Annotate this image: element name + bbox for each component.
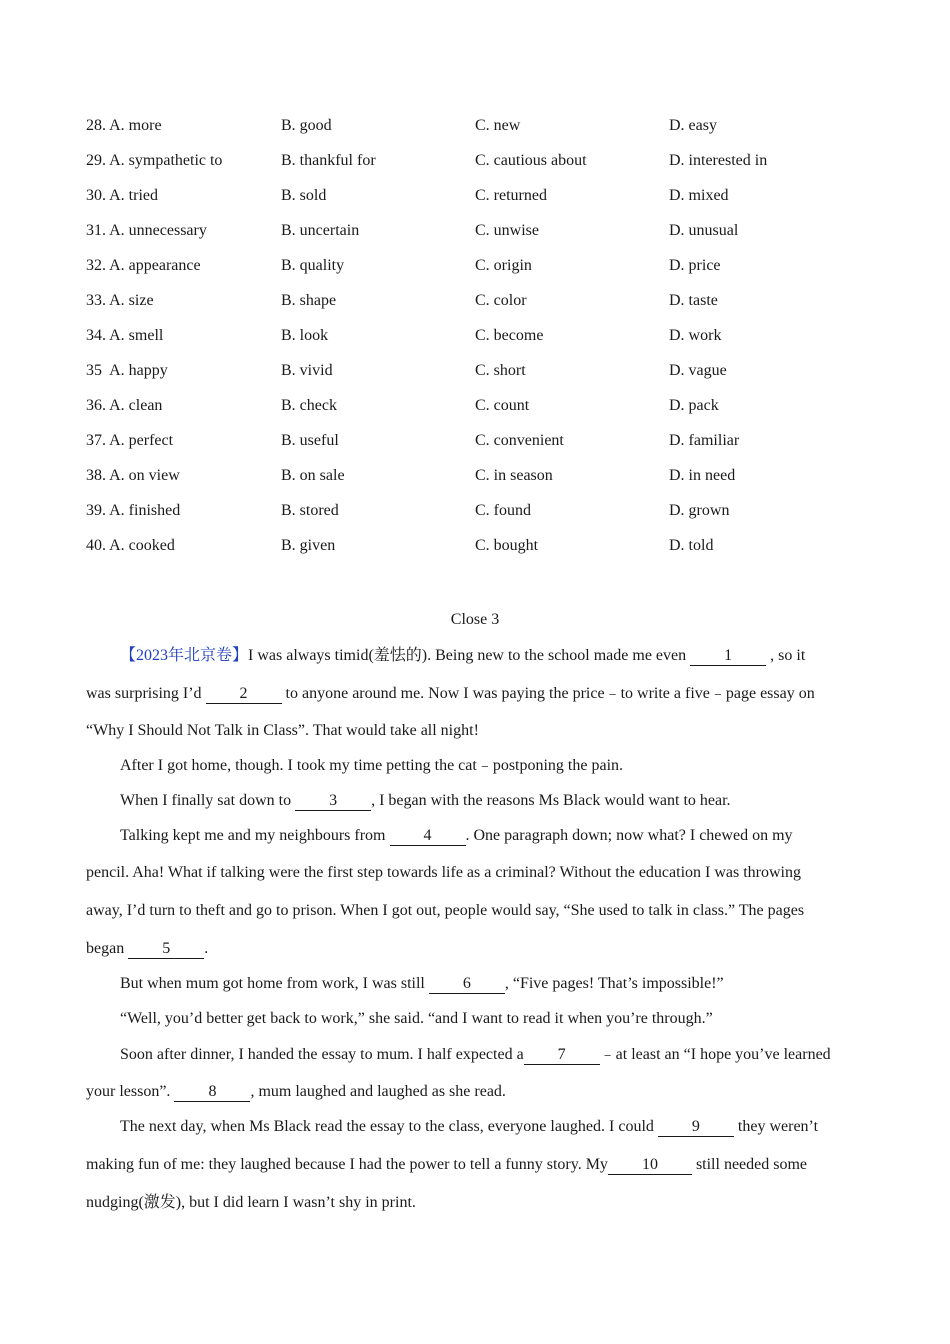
passage-line: nudging(激发), but I did learn I wasn’t shy in print. bbox=[86, 1194, 416, 1211]
option-a: 40. A. cooked bbox=[86, 537, 175, 554]
passage-line: Talking kept me and my neighbours from 4 . One paragraph down; now what? I chewed on my bbox=[120, 827, 793, 844]
blank-3: 3 bbox=[295, 792, 371, 811]
option-c: C. color bbox=[475, 292, 527, 309]
option-row-32 bbox=[86, 254, 886, 289]
option-d: D. mixed bbox=[669, 187, 729, 204]
option-d: D. vague bbox=[669, 362, 727, 379]
option-c: C. unwise bbox=[475, 222, 539, 239]
option-a: 29. A. sympathetic to bbox=[86, 152, 223, 169]
option-row-28 bbox=[86, 114, 886, 149]
option-d: D. price bbox=[669, 257, 721, 274]
option-c: C. become bbox=[475, 327, 544, 344]
option-a: 37. A. perfect bbox=[86, 432, 174, 449]
option-a: 30. A. tried bbox=[86, 187, 158, 204]
option-d: D. in need bbox=[669, 467, 736, 484]
option-a: 33. A. size bbox=[86, 292, 154, 309]
option-c: C. convenient bbox=[475, 432, 564, 449]
option-b: B. useful bbox=[281, 432, 339, 449]
option-b: B. quality bbox=[281, 257, 345, 274]
option-row-35 bbox=[86, 359, 886, 394]
option-row-34 bbox=[86, 324, 886, 359]
passage-line: was surprising I’d 2 to anyone around me. Now I was paying the price﹣to write a five﹣page essay on bbox=[86, 685, 815, 702]
option-b: B. look bbox=[281, 327, 329, 344]
option-row-37 bbox=[86, 429, 886, 464]
option-b: B. sold bbox=[281, 187, 327, 204]
option-b: B. uncertain bbox=[281, 222, 360, 239]
passage-line: After I got home, though. I took my time petting the cat﹣postponing the pain. bbox=[120, 757, 624, 774]
passage-line: When I finally sat down to 3 , I began with the reasons Ms Black would want to hear. bbox=[120, 792, 731, 809]
option-b: B. given bbox=[281, 537, 336, 554]
option-c: C. cautious about bbox=[475, 152, 587, 169]
option-a: 36. A. clean bbox=[86, 397, 163, 414]
section-title: Close 3 bbox=[450, 611, 500, 628]
option-b: B. shape bbox=[281, 292, 337, 309]
option-row-31 bbox=[86, 219, 886, 254]
option-c: C. origin bbox=[475, 257, 532, 274]
blank-1: 1 bbox=[690, 647, 766, 666]
option-d: D. told bbox=[669, 537, 714, 554]
option-d: D. taste bbox=[669, 292, 718, 309]
cloze-passage bbox=[86, 640, 866, 1211]
option-d: D. familiar bbox=[669, 432, 740, 449]
blank-9: 9 bbox=[658, 1118, 734, 1137]
option-c: C. bought bbox=[475, 537, 539, 554]
option-d: D. work bbox=[669, 327, 722, 344]
passage-line: your lesson”. 8 , mum laughed and laughed as she read. bbox=[86, 1083, 506, 1100]
passage-line: pencil. Aha! What if talking were the first step towards life as a criminal? Without the education I was throwing bbox=[86, 864, 801, 881]
option-c: C. found bbox=[475, 502, 531, 519]
option-a: 34. A. smell bbox=[86, 327, 164, 344]
option-row-39 bbox=[86, 499, 886, 534]
passage-line: Soon after dinner, I handed the essay to mum. I half expected a 7 ﹣at least an “I hope you’ve learned bbox=[120, 1046, 831, 1063]
option-a: 35 A. happy bbox=[86, 362, 168, 379]
blank-4: 4 bbox=[390, 827, 466, 846]
option-c: C. returned bbox=[475, 187, 547, 204]
option-c: C. in season bbox=[475, 467, 553, 484]
passage-line: “Well, you’d better get back to work,” she said. “and I want to read it when you’re through.” bbox=[120, 1010, 713, 1027]
option-a: 38. A. on view bbox=[86, 467, 180, 484]
passage-line: making fun of me: they laughed because I had the power to tell a funny story. My 10 still needed some bbox=[86, 1156, 808, 1173]
option-b: B. vivid bbox=[281, 362, 333, 379]
option-d: D. unusual bbox=[669, 222, 739, 239]
option-b: B. thankful for bbox=[281, 152, 376, 169]
option-c: C. count bbox=[475, 397, 530, 414]
option-a: 32. A. appearance bbox=[86, 257, 201, 274]
blank-7: 7 bbox=[524, 1046, 600, 1065]
passage-line: away, I’d turn to theft and go to prison. When I got out, people would say, “She used to talk in class.” The pages bbox=[86, 902, 805, 919]
option-row-30 bbox=[86, 184, 886, 219]
passage-line: “Why I Should Not Talk in Class”. That would take all night! bbox=[86, 722, 479, 739]
option-d: D. easy bbox=[669, 117, 717, 134]
option-c: C. short bbox=[475, 362, 526, 379]
blank-2: 2 bbox=[206, 685, 282, 704]
blank-5: 5 bbox=[128, 940, 204, 959]
option-row-36 bbox=[86, 394, 886, 429]
option-row-29 bbox=[86, 149, 886, 184]
option-d: D. interested in bbox=[669, 152, 768, 169]
option-c: C. new bbox=[475, 117, 521, 134]
passage-line: 【2023年北京卷】I was always timid(羞怯的). Being new to the school made me even 1 , so it bbox=[120, 647, 806, 664]
source-tag: 【2023年北京卷】 bbox=[120, 647, 249, 664]
option-b: B. check bbox=[281, 397, 337, 414]
option-b: B. stored bbox=[281, 502, 339, 519]
option-a: 28. A. more bbox=[86, 117, 162, 134]
option-d: D. pack bbox=[669, 397, 719, 414]
passage-line: began 5 . bbox=[86, 940, 209, 957]
option-a: 39. A. finished bbox=[86, 502, 181, 519]
option-row-38 bbox=[86, 464, 886, 499]
blank-6: 6 bbox=[429, 975, 505, 994]
option-d: D. grown bbox=[669, 502, 730, 519]
blank-10: 10 bbox=[608, 1156, 692, 1175]
option-a: 31. A. unnecessary bbox=[86, 222, 207, 239]
answer-options bbox=[86, 114, 886, 569]
option-b: B. on sale bbox=[281, 467, 345, 484]
passage-line: But when mum got home from work, I was still 6 , “Five pages! That’s impossible!” bbox=[120, 975, 724, 992]
passage-line: The next day, when Ms Black read the essay to the class, everyone laughed. I could 9 they weren’t bbox=[120, 1118, 819, 1135]
option-row-33 bbox=[86, 289, 886, 324]
option-row-40 bbox=[86, 534, 886, 569]
option-b: B. good bbox=[281, 117, 332, 134]
blank-8: 8 bbox=[174, 1083, 250, 1102]
